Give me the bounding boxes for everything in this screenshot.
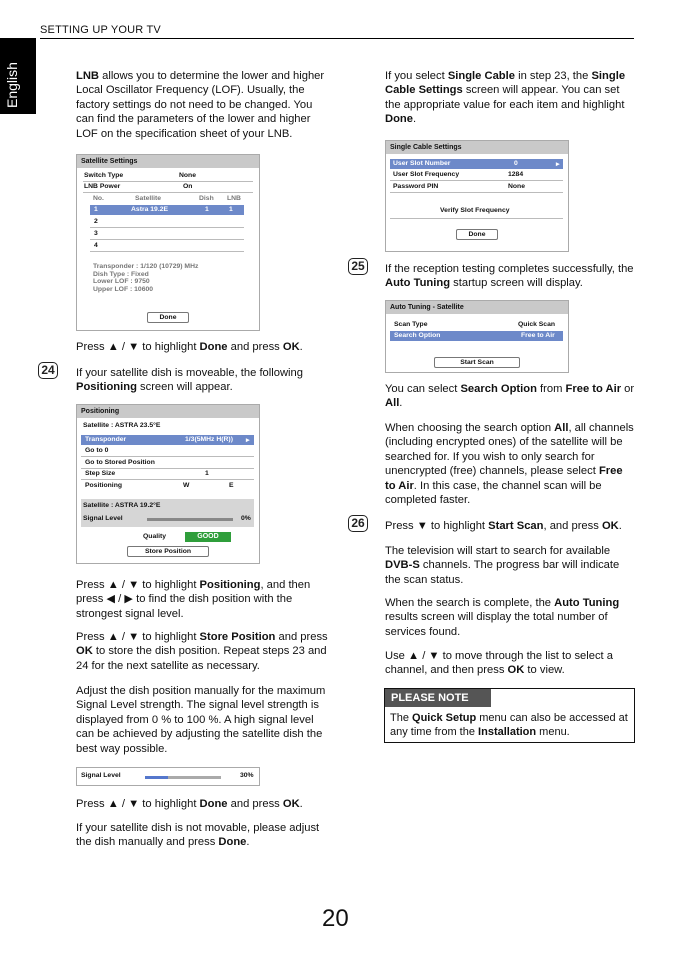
please-note-heading: PLEASE NOTE [385, 689, 491, 707]
dialog-title: Auto Tuning - Satellite [386, 301, 568, 314]
scan-type-value[interactable]: Quick Scan [518, 321, 556, 328]
col-dish: Dish [199, 195, 214, 202]
done-button[interactable]: Done [456, 229, 498, 240]
start-scan-button[interactable]: Start Scan [434, 357, 520, 368]
user-slot-label: User Slot Number [393, 160, 451, 167]
step-25-text: If the reception testing completes successfully, the Auto Tuning startup screen will display. [385, 263, 634, 290]
not-movable-paragraph: If your satellite dish is not movable, please adjust the dish manually and press Done. [76, 822, 320, 849]
transponder-label: Transponder [85, 436, 127, 443]
scan-type-label: Scan Type [394, 321, 428, 328]
step-26-text: Press ▼ to highlight Start Scan, and press OK. [385, 520, 622, 532]
chevron-right-icon: ▸ [556, 161, 560, 168]
user-slot-value: 0 [514, 160, 518, 167]
step-24-badge: 24 [38, 362, 58, 379]
store-position-instruction: Press ▲ / ▼ to highlight Store Position and press OK to store the dish position. Repeat steps 23 and 24 for the next satellite as necessary. [76, 631, 328, 672]
positioning-w[interactable]: W [183, 482, 190, 489]
search-all-paragraph: When choosing the search option All, all channels (including encrypted ones) of the satellite will be searched for. If you wish to only search for unencrypted (free) channels, please select Free to Air. In this case, the channel scan will be completed faster. [385, 422, 634, 507]
results-paragraph: When the search is complete, the Auto Tuning results screen will display the total number of services found. [385, 597, 620, 638]
signal-level-value: 0% [241, 515, 251, 522]
chevron-right-icon: ▸ [246, 437, 250, 444]
language-tab-label: English [4, 62, 20, 108]
page-number: 20 [322, 905, 349, 932]
please-note-box [384, 688, 635, 743]
step-size-label: Step Size [85, 470, 116, 477]
signal-bar [145, 776, 221, 779]
table-row[interactable]: 3 [94, 230, 98, 237]
satellite-label: Satellite : ASTRA 23.5°E [83, 422, 161, 429]
dialog-title: Single Cable Settings [386, 141, 568, 154]
col-no: No. [93, 195, 104, 202]
user-slot-frequency-label: User Slot Frequency [393, 171, 460, 178]
go-to-0[interactable]: Go to 0 [85, 447, 109, 454]
search-option-paragraph: You can select Search Option from Free to Air or All. [385, 383, 635, 410]
step-25-badge: 25 [348, 258, 368, 275]
quality-badge: GOOD [185, 532, 231, 542]
store-position-button[interactable]: Store Position [127, 546, 209, 557]
password-pin-label: Password PIN [393, 183, 439, 190]
dialog-title: Positioning [77, 405, 259, 418]
go-to-stored-position[interactable]: Go to Stored Position [85, 459, 155, 466]
switch-type-value[interactable]: None [179, 172, 196, 179]
press-done-instruction-2: Press ▲ / ▼ to highlight Done and press OK. [76, 798, 303, 810]
row-dish: 1 [205, 206, 209, 213]
please-note-text: The Quick Setup menu can also be accessed at any time from the Installation menu. [390, 712, 628, 739]
row-satellite: Astra 19.2E [131, 206, 169, 213]
adjust-dish-paragraph: Adjust the dish position manually for the maximum Signal Level strength. The signal level strength is displayed from 0 % to 100 %. A high signal level can be achieved by adjusting the satellite dish the best way possible. [76, 685, 326, 755]
password-pin-value[interactable]: None [508, 183, 525, 190]
step-size-value[interactable]: 1 [205, 470, 209, 477]
table-row[interactable]: 4 [94, 242, 98, 249]
satellite-settings-dialog [76, 154, 260, 331]
quality-label: Quality [143, 533, 167, 540]
search-option-label: Search Option [394, 332, 441, 339]
positioning-instruction: Press ▲ / ▼ to highlight Positioning, and then press ◀ / ▶ to find the dish position with the strongest signal level. [76, 579, 311, 620]
section-header: SETTING UP YOUR TV [40, 24, 161, 36]
satellite-2-label: Satellite : ASTRA 19.2°E [83, 502, 161, 509]
select-channel-paragraph: Use ▲ / ▼ to move through the list to select a channel, and then press OK to view. [385, 650, 613, 677]
positioning-e[interactable]: E [229, 482, 234, 489]
table-row[interactable]: 2 [94, 218, 98, 225]
verify-slot-frequency[interactable]: Verify Slot Frequency [440, 207, 510, 214]
signal-level-label: Signal Level [83, 515, 123, 522]
row-no: 1 [94, 206, 98, 213]
auto-tuning-dialog [385, 300, 569, 373]
language-tab [0, 38, 36, 114]
search-option-value: Free to Air [521, 332, 555, 339]
signal-level-value: 30% [240, 772, 254, 779]
press-done-instruction: Press ▲ / ▼ to highlight Done and press OK. [76, 341, 303, 353]
transponder-info: Transponder : 1/120 (10729) MHz Dish Type : Fixed Lower LOF : 9750 Upper LOF : 10600 [93, 263, 199, 293]
signal-bar [147, 518, 233, 521]
single-cable-paragraph: If you select Single Cable in step 23, the Single Cable Settings screen will appear. You can set the appropriate value for each item and highlight Done. [385, 70, 626, 126]
dvb-s-paragraph: The television will start to search for available DVB-S channels. The progress bar will indicate the scan status. [385, 545, 620, 586]
user-slot-frequency-value[interactable]: 1284 [508, 171, 524, 178]
col-satellite: Satellite [135, 195, 162, 202]
lnb-power-label: LNB Power [84, 183, 121, 190]
dialog-title: Satellite Settings [77, 155, 259, 168]
single-cable-dialog [385, 140, 569, 252]
positioning-dialog [76, 404, 260, 564]
positioning-label: Positioning [85, 482, 123, 489]
signal-level-box [76, 767, 260, 786]
lnb-power-value[interactable]: On [183, 183, 193, 190]
switch-type-label: Switch Type [84, 172, 124, 179]
col-lnb: LNB [227, 195, 241, 202]
row-lnb: 1 [229, 206, 233, 213]
done-button[interactable]: Done [147, 312, 189, 323]
step-24-text: If your satellite dish is moveable, the following Positioning screen will appear. [76, 367, 303, 394]
signal-level-label: Signal Level [81, 772, 121, 779]
transponder-value: 1/3(5MHz H(R)) [185, 436, 233, 443]
step-26-badge: 26 [348, 515, 368, 532]
header-divider [40, 38, 634, 39]
lnb-intro: LNB allows you to determine the lower and higher Local Oscillator Frequency (LOF). Usually, the factory settings do not need to be changed. You can find the parameters of the lower and higher LOF on the specification sheet of your LNB. [76, 70, 325, 140]
